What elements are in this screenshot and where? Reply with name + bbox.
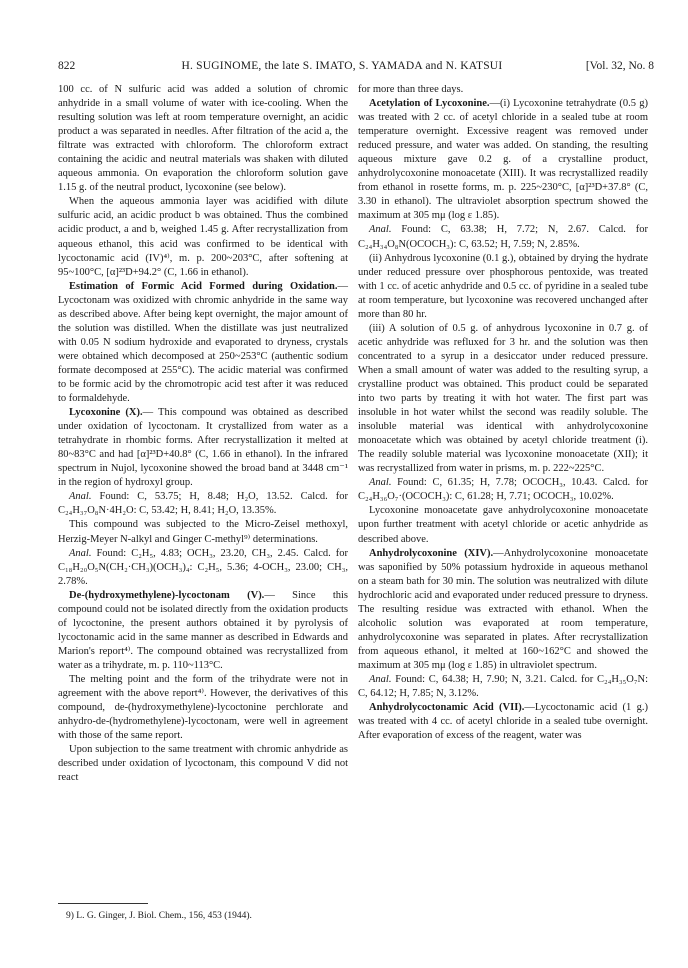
section-heading: De-(hydroxymethylene)-lycoctonam (V). [69, 589, 265, 601]
footnote: 9) L. G. Ginger, J. Biol. Chem., 156, 453 (1944). [66, 911, 252, 921]
section-heading: Anhydrolycoctonamic Acid (VII). [369, 702, 525, 714]
analysis-line: Anal. Found: C, 61.35; H, 7.78; OCOCH₃, 10.43. Calcd. for C₂₄H₃₆O₇·(OCOCH₃): C, 61.28; H, 7.71; OCOCH₃, 10.02%. [358, 477, 649, 503]
anal-label: Anal. [69, 547, 92, 559]
section-heading: Estimation of Formic Acid Formed during Oxidation. [69, 280, 338, 292]
paragraph: When the aqueous ammonia layer was acidified with dilute sulfuric acid, an acidic product b was obtained. Thus the combined acidic product, a and b, weighed 1.45 g. After recrystallization from aqueous ethanol, this acid was confirmed to be identical with lycoctonamic acid (IV)⁴⁾, m. p. 200~203°C, after softening at 95~100°C, [α]²³D+94.2° (C, 1.66 in ethanol). [58, 196, 348, 278]
footnote-divider [58, 903, 148, 904]
paragraph: Lycoxonine (X).— This compound was obtained as described under oxidation of lycoctonam. It crystallized from water as a tetrahydrate in rhombic forms. After recrystallization it melted at 80~83°C and had [α]²³D+40.8° (C, 1.66 in ethanol). In the infrared spectrum in Nujol, lycoxonine showed the broad band at 3448 cm⁻¹ in the region of hydroxyl group. [58, 407, 348, 489]
left-column [58, 83, 348, 785]
paragraph: Acetylation of Lycoxonine.—(i) Lycoxonine tetrahydrate (0.5 g) was treated with 2 cc. of acetyl chloride in a sealed tube at room temperature overnight. Excessive reagent was removed under reduced pressure, and water was added. On standing, the resulting aqueous mixture gave 0.2 g. of a crystalline product, anhydrolycoxonine monoacetate (XIII). It was recrystallized readily from ethanol in rosette forms, m. p. 225~230°C, [α]²³D+37.8° (C, 3.30 in ethanol). The ultraviolet absorption spectrum showed the maximum at 305 mμ (log ε 1.85). [358, 98, 648, 222]
running-header-authors: H. SUGINOME, the late S. IMATO, S. YAMADA and N. KATSUI [181, 60, 503, 72]
paragraph: Lycoxonine monoacetate gave anhydrolycoxonine monoacetate upon further treatment with acetyl chloride or acetic anhydride as described above. [358, 505, 648, 545]
anal-label: Anal. [369, 673, 392, 685]
section-heading: Anhydrolycoxonine (XIV). [369, 547, 494, 559]
volume-info: [Vol. 32, No. 8 [585, 60, 654, 72]
paragraph: Anhydrolycoxonine (XIV).—Anhydrolycoxonine monoacetate was saponified by 50% potassium hydroxide in aqueous methanol on a steam bath for 30 min. The solution was neutralized with dilute hydrochloric acid and evaporated under reduced pressure to dryness. The resulting residue was extracted with ethanol. When the alcoholic solution was evaporated at room temperature, anhydrolycoxonine was separated in plates. After recrystallization from aqueous ethanol, it melted at 160~162°C and showed the maximum at 305 mμ (log ε 1.85) in ultraviolet spectrum. [358, 547, 648, 671]
analysis-line: Anal. Found: C, 53.75; H, 8.48; H₂O, 13.52. Calcd. for C₂₄H₃₇O₈N·4H₂O: C, 53.42; H, 8.41; H₂O, 13.35%. [58, 491, 349, 517]
anal-label: Anal. [369, 224, 392, 236]
analysis-line: Anal. Found: C, 63.38; H, 7.72; N, 2.67. Calcd. for C₂₄H₃₄O₈N(OCOCH₃): C, 63.52; H, 7.59; N, 2.85%. [358, 224, 649, 250]
paragraph: 100 cc. of N sulfuric acid was added a solution of chromic anhydride in a small volume of water with ice-cooling. When the resulting solution was left at room temperature overnight, an acidic product a was separated in needles. After filtration of the acid a, the filtrate was extracted with chloroform. The chloroform extract containing the acidic and neutral materials was shaken with diluted aqueous ammonia. On evaporation the chloroform solution gave 1.15 g. of the neutral product, lycoxonine (see below). [58, 84, 348, 194]
paragraph: Upon subjection to the same treatment with chromic anhydride as described under oxidation of lycoctonam, this compound V did not react [58, 744, 348, 784]
paragraph: (iii) A solution of 0.5 g. of anhydrous lycoxonine in 0.7 g. of acetic anhydride was refluxed for 3 hr. and the solution was then concentrated to a syrup in a desiccator under reduced pressure. When a small amount of water was added to the resulting syrup, a crystalline product was obtained. This product could be separated into two parts by treating it with hot water. The first part was insoluble in hot water whilst the second was readily soluble. The insoluble material was identical with anhydrolycoxonine monoacetate which was obtained by acetyl chloride treatment (i). The readily soluble material was lycoxonine monoacetate (XII); it was recrystallized from water in prisms, m. p. 222~225°C. [358, 322, 648, 475]
paragraph: De-(hydroxymethylene)-lycoctonam (V).— Since this compound could not be isolated directly from the oxidation products of lycoctonine, the present authors obtained it by pyrolysis of lycoctonamic acid in the same manner as described in Edwards and Marion's report⁴⁾. The compound obtained was recrystallized from water as a trihydrate, m. p. 110~113°C. [58, 589, 348, 671]
page-number: 822 [58, 60, 76, 72]
paragraph: The melting point and the form of the trihydrate were not in agreement with the above report⁴⁾. However, the derivatives of this compound, de-(hydroxymethylene)-lycoctonine perchlorate and anhydro-de-(hydromethylene)-lycoctonam, were well in agreement with those of the same report. [58, 673, 348, 742]
paragraph: Anhydrolycoctonamic Acid (VII).—Lycoctonamic acid (1 g.) was treated with 4 cc. of acetyl chloride in a sealed tube overnight. After evaporation of excess of the reagent, water was [358, 702, 648, 742]
paragraph: (ii) Anhydrous lycoxonine (0.1 g.), obtained by drying the hydrate under reduced pressure over phosphorous pentoxide, was treated with 1 cc. of acetic anhydride and 0.5 cc. of pyridine in a sealed tube at room temperature, but lycoxonine was recovered unchanged after more than 80 hr. [358, 252, 648, 320]
section-heading: Acetylation of Lycoxonine. [369, 98, 490, 110]
analysis-line: Anal. Found: C, 64.38; H, 7.90; N, 3.21. Calcd. for C₂₄H₃₅O₇N: C, 64.12; H, 7.85; N, 3.12%. [358, 673, 649, 700]
paragraph: This compound was subjected to the Micro-Zeisel methoxyl, Herzig-Meyer N-alkyl and Ginger C-methyl⁹⁾ determinations. [58, 519, 348, 545]
analysis-line: Anal. Found: C₂H₅, 4.83; OCH₃, 23.20, CH₃, 2.45. Calcd. for C₁₈H₂₀O₅N(CH₂·CH₃)(OCH₃)₄: C₂H₅, 5.36; 4-OCH₃, 23.00; CH₃, 2.78%. [58, 547, 348, 587]
anal-label: Anal. [369, 477, 392, 489]
anal-label: Anal. [69, 491, 92, 503]
right-column [358, 83, 648, 743]
paragraph: Estimation of Formic Acid Formed during Oxidation.— Lycoctonam was oxidized with chromic anhydride in the same way as described above. After being kept overnight, the major amount of the solution was distilled. When the distillate was just neutralized with 0.05 N sodium hydroxide and evaporated to dryness, crystals were obtained which decomposed at 250~253°C (authentic sodium formate decomposed at 255°C). The acidic material was confirmed to be formic acid by the chromotropic acid test after it was reduced to formaldehyde. [58, 280, 348, 405]
paragraph: for more than three days. [358, 84, 464, 95]
running-header [58, 60, 654, 76]
section-heading: Lycoxonine (X). [69, 407, 143, 419]
